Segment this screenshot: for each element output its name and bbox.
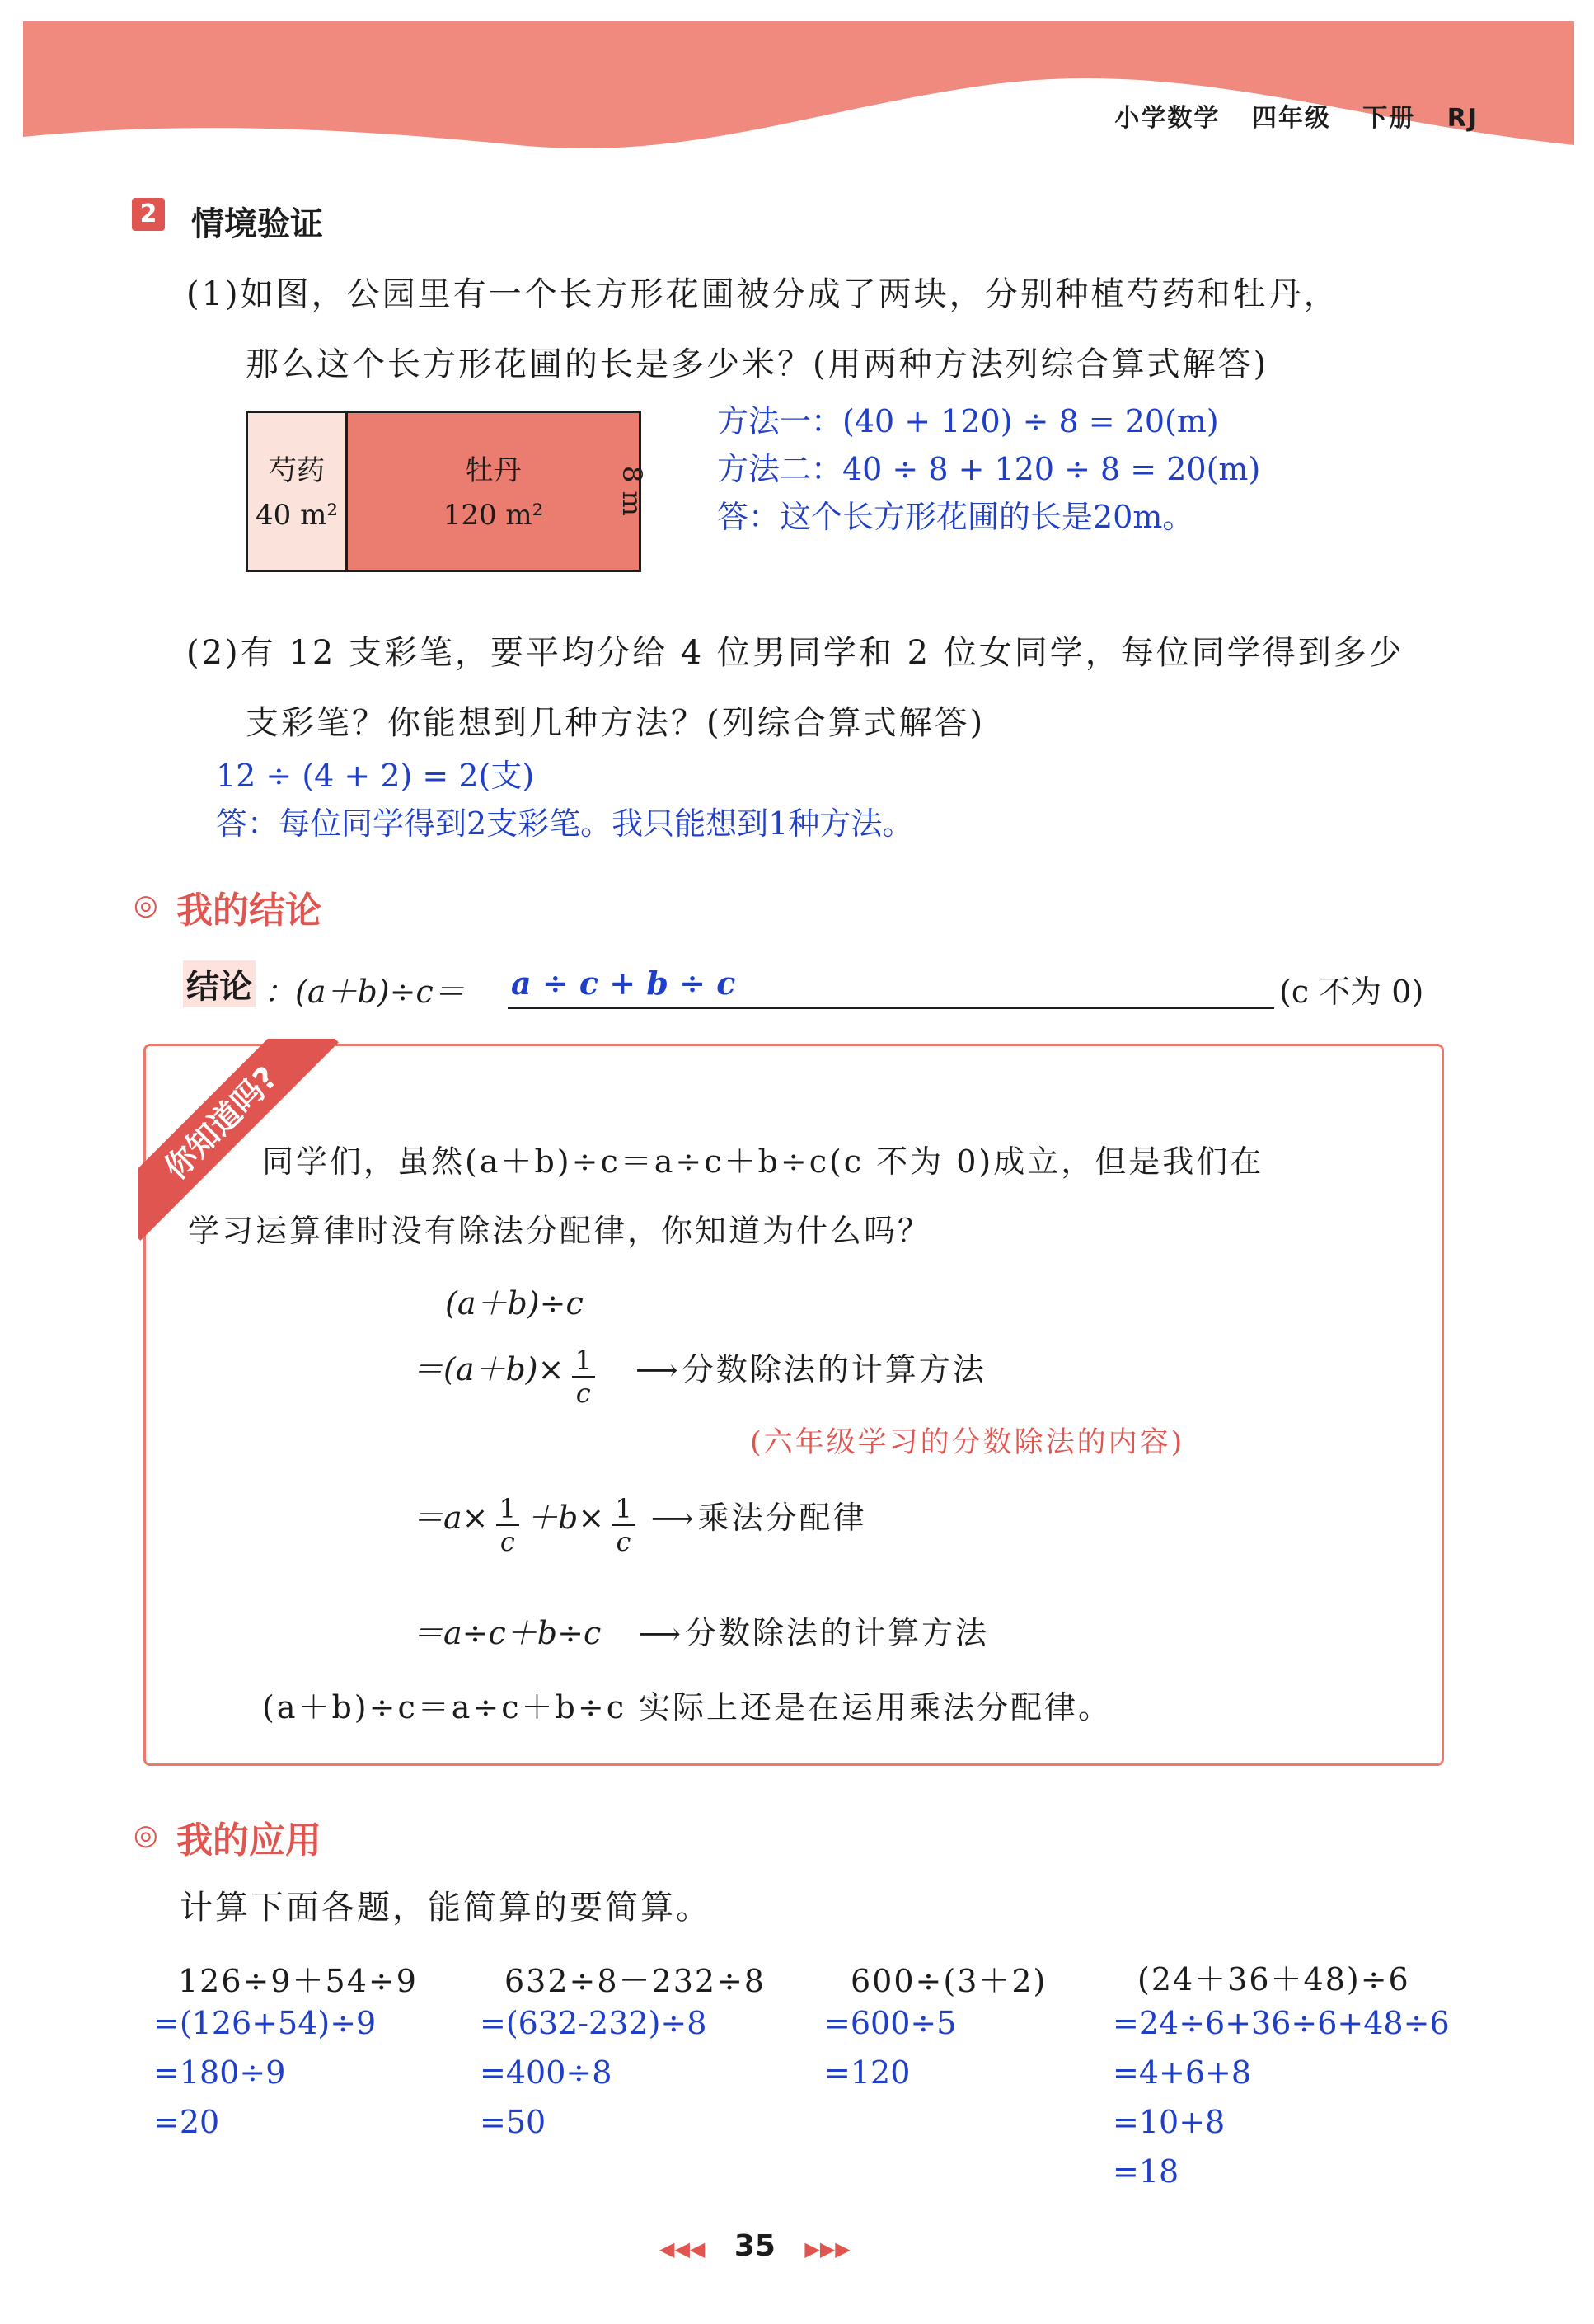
question-1-line-1: (1)如图，公园里有一个长方形花圃被分成了两块，分别种植芍药和牡丹， bbox=[186, 275, 1339, 313]
info-summary: (a＋b)÷c＝a÷c＋b÷c 实际上还是在运用乘法分配律。 bbox=[262, 1689, 1113, 1725]
question-1-line-2: 那么这个长方形花圃的长是多少米？(用两种方法列综合算式解答) bbox=[246, 345, 1269, 383]
q2-answer-1: 12 ÷ (4 + 2) = 2(支) bbox=[216, 758, 535, 794]
subject-label: 小学数学 bbox=[1114, 104, 1221, 133]
problem-2-step-1: =(632-232)÷8 bbox=[480, 2005, 707, 2041]
q1-answer-3: 答：这个长方形花圃的长是20m。 bbox=[717, 499, 1194, 535]
arrow-right-icon: ⟶ bbox=[635, 1354, 678, 1387]
problem-2-step-2: =400÷8 bbox=[480, 2054, 612, 2091]
step-2-part-a: ＝a× bbox=[412, 1500, 489, 1536]
conclusion-label: 结论 bbox=[183, 960, 256, 1007]
problem-4-step-2: =4+6+8 bbox=[1113, 2054, 1252, 2091]
header-band bbox=[23, 21, 1574, 162]
conclusion-title: 我的结论 bbox=[176, 890, 321, 932]
problem-3-step-1: =600÷5 bbox=[824, 2005, 957, 2041]
info-line-1: 同学们，虽然(a＋b)÷c＝a÷c＋b÷c(c 不为 0)成立，但是我们在 bbox=[262, 1143, 1264, 1180]
peony-herb-plot bbox=[248, 413, 348, 570]
problem-3-step-2: =120 bbox=[824, 2054, 911, 2091]
section-title: 情境验证 bbox=[191, 205, 323, 243]
problem-4-step-3: =10+8 bbox=[1113, 2104, 1226, 2140]
problem-1-expression: 126÷9＋54÷9 bbox=[178, 1963, 418, 1999]
problem-2-step-3: =50 bbox=[480, 2104, 546, 2140]
step-3-expression: ＝a÷c＋b÷c bbox=[412, 1615, 602, 1651]
volume-label: 下册 bbox=[1362, 104, 1416, 133]
plot-right-area: 120 m² bbox=[443, 499, 544, 532]
page-footer bbox=[659, 2229, 851, 2263]
problem-1-step-2: =180÷9 bbox=[153, 2054, 286, 2091]
conclusion-answer: a ÷ c + b ÷ c bbox=[511, 965, 736, 1002]
application-instruction: 计算下面各题，能简算的要简算。 bbox=[180, 1889, 711, 1927]
step-1-note: 分数除法的计算方法 bbox=[682, 1351, 987, 1387]
target-icon: ◎ bbox=[134, 889, 158, 922]
edition-label: RJ bbox=[1446, 104, 1479, 133]
conclusion-formula: ：(a＋b)÷c＝ bbox=[264, 974, 465, 1010]
problem-4-expression: (24＋36＋48)÷6 bbox=[1137, 1961, 1410, 1998]
problem-3-expression: 600÷(3＋2) bbox=[851, 1963, 1048, 1999]
did-you-know-ribbon: 你知道吗? bbox=[138, 1039, 339, 1241]
prev-arrows-icon: ◀◀◀ bbox=[659, 2237, 706, 2261]
question-2-line-2: 支彩笔？你能想到几种方法？(列综合算式解答) bbox=[246, 704, 986, 742]
arrow-right-icon: ⟶ bbox=[650, 1502, 694, 1536]
fraction-one-over-c: $\frac{1}{c}$ bbox=[496, 1493, 519, 1557]
fraction-one-over-c: $\frac{1}{c}$ bbox=[612, 1493, 635, 1557]
next-arrows-icon: ▶▶▶ bbox=[804, 2237, 851, 2261]
info-line-2: 学习运算律时没有除法分配律，你知道为什么吗？ bbox=[188, 1213, 932, 1249]
problem-1-step-1: =(126+54)÷9 bbox=[153, 2005, 377, 2041]
book-info bbox=[1093, 97, 1479, 134]
target-icon: ◎ bbox=[134, 1819, 158, 1852]
conclusion-condition: (c 不为 0) bbox=[1279, 974, 1424, 1010]
derivation-step-2 bbox=[412, 1492, 866, 1557]
garden-diagram bbox=[246, 411, 641, 572]
problem-4-step-4: =18 bbox=[1113, 2153, 1179, 2190]
step-2-note: 乘法分配律 bbox=[697, 1500, 867, 1536]
page-number: 35 bbox=[734, 2229, 776, 2263]
step-3-note: 分数除法的计算方法 bbox=[685, 1615, 990, 1651]
conclusion-answer-line bbox=[508, 1007, 1274, 1009]
problem-4-step-1: =24÷6+36÷6+48÷6 bbox=[1113, 2005, 1450, 2041]
q1-answer-2: 方法二：40 ÷ 8 + 120 ÷ 8 = 20(m) bbox=[717, 451, 1261, 487]
garden-side-length: 8 m bbox=[617, 466, 648, 516]
q1-answer-1: 方法一：(40 + 120) ÷ 8 = 20(m) bbox=[717, 403, 1219, 439]
fraction-one-over-c: $\frac{1}{c}$ bbox=[572, 1345, 595, 1409]
step-1-expression: ＝(a＋b)× bbox=[412, 1351, 565, 1387]
plot-right-name: 牡丹 bbox=[465, 454, 522, 487]
peony-plot bbox=[348, 413, 639, 570]
plot-left-area: 40 m² bbox=[256, 499, 338, 532]
derivation-step-1 bbox=[412, 1344, 987, 1409]
grade-label: 四年级 bbox=[1251, 104, 1331, 133]
step-2-part-b: ＋b× bbox=[527, 1500, 605, 1536]
q2-answer-2: 答：每位同学得到2支彩笔。我只能想到1种方法。 bbox=[216, 805, 914, 842]
application-title: 我的应用 bbox=[176, 1819, 321, 1862]
step-1-subnote: (六年级学习的分数除法的内容) bbox=[750, 1426, 1185, 1459]
section-number-badge: 2 bbox=[132, 198, 165, 231]
derivation-step-0: (a＋b)÷c bbox=[445, 1285, 584, 1322]
plot-left-name: 芍药 bbox=[269, 454, 325, 487]
problem-1-step-3: =20 bbox=[153, 2104, 220, 2140]
problem-2-expression: 632÷8－232÷8 bbox=[504, 1963, 767, 1999]
arrow-right-icon: ⟶ bbox=[638, 1617, 681, 1651]
question-2-line-1: (2)有 12 支彩笔，要平均分给 4 位男同学和 2 位女同学，每位同学得到多少 bbox=[186, 634, 1404, 672]
derivation-step-3 bbox=[412, 1608, 989, 1653]
